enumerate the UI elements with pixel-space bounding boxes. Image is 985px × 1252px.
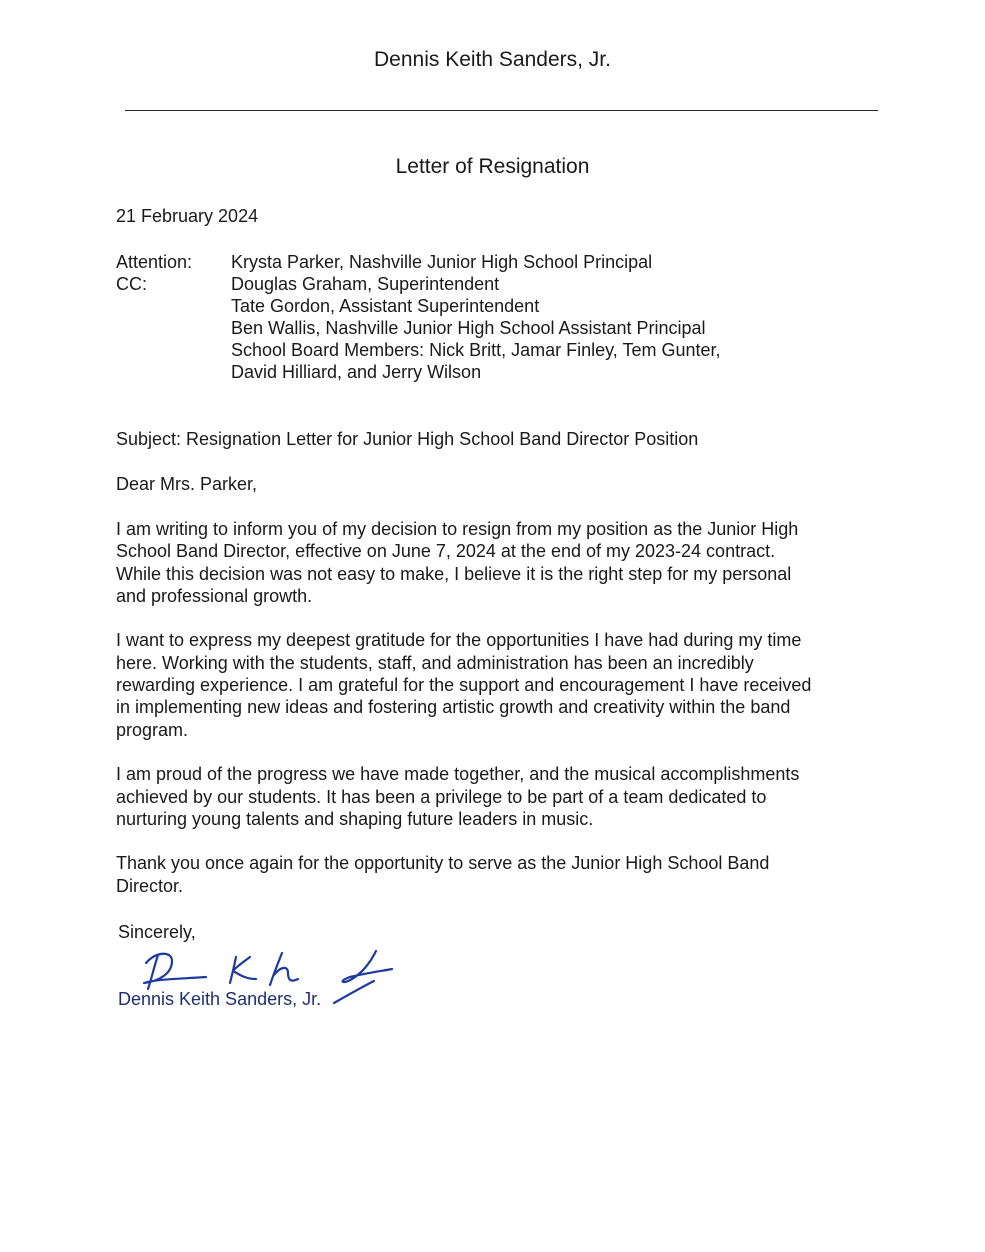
letterhead-divider: [125, 110, 878, 111]
paragraph-line: I am writing to inform you of my decision to resign from my position as the Junior High: [116, 519, 799, 539]
paragraph-line: Thank you once again for the opportunity to serve as the Junior High School Band: [116, 853, 770, 874]
body-paragraph: [116, 518, 886, 607]
cc-line: David Hilliard, and Jerry Wilson: [231, 362, 482, 382]
attention-name: Krysta Parker, Nashville Junior High School Principal: [231, 252, 653, 272]
paragraph-line: School Band Director, effective on June 7, 2024 at the end of my 2023-24 contract.: [116, 541, 776, 562]
closing: Sincerely,: [118, 922, 196, 942]
cc-line: Ben Wallis, Nashville Junior High School Assistant Principal: [231, 318, 706, 338]
document-title: Letter of Resignation: [395, 155, 590, 178]
paragraph-line: Director.: [116, 875, 184, 896]
letter-date: 21 February 2024: [116, 206, 259, 226]
attention-label: Attention:: [116, 252, 193, 272]
cc-label: CC:: [116, 274, 147, 294]
paragraph-line: here. Working with the students, staff, and administration has been an incredibly: [116, 652, 754, 673]
paragraph-line: rewarding experience. I am grateful for the support and encouragement I have received: [116, 675, 812, 696]
attention-row: [116, 251, 721, 273]
body-paragraph: [116, 763, 886, 830]
paragraph-line: While this decision was not easy to make, I believe it is the right step for my personal: [116, 563, 792, 584]
salutation: Dear Mrs. Parker,: [116, 474, 258, 494]
body-paragraph: [116, 629, 886, 740]
cc-line: Tate Gordon, Assistant Superintendent: [231, 296, 540, 316]
paragraph-line: in implementing new ideas and fostering artistic growth and creativity within the band: [116, 697, 791, 718]
paragraph-line: and professional growth.: [116, 585, 313, 606]
letter-body: [116, 518, 886, 919]
letterhead-name: Dennis Keith Sanders, Jr.: [374, 48, 611, 71]
cc-row: [116, 273, 721, 383]
cc-line: Douglas Graham, Superintendent: [231, 274, 500, 294]
signer-name: Dennis Keith Sanders, Jr.: [118, 989, 322, 1009]
cc-list: [231, 273, 721, 383]
paragraph-line: I want to express my deepest gratitude for the opportunities I have had during my time: [116, 630, 802, 651]
cc-line: School Board Members: Nick Britt, Jamar Finley, Tem Gunter,: [231, 340, 721, 360]
paragraph-line: achieved by our students. It has been a privilege to be part of a team dedicated to: [116, 786, 767, 807]
body-paragraph: [116, 852, 886, 897]
subject-line: Subject: Resignation Letter for Junior High School Band Director Position: [116, 429, 699, 449]
recipient-block: [116, 251, 721, 383]
paragraph-line: nurturing young talents and shaping future leaders in music.: [116, 808, 594, 829]
paragraph-line: I am proud of the progress we have made together, and the musical accomplishments: [116, 764, 800, 785]
paragraph-line: program.: [116, 719, 189, 740]
